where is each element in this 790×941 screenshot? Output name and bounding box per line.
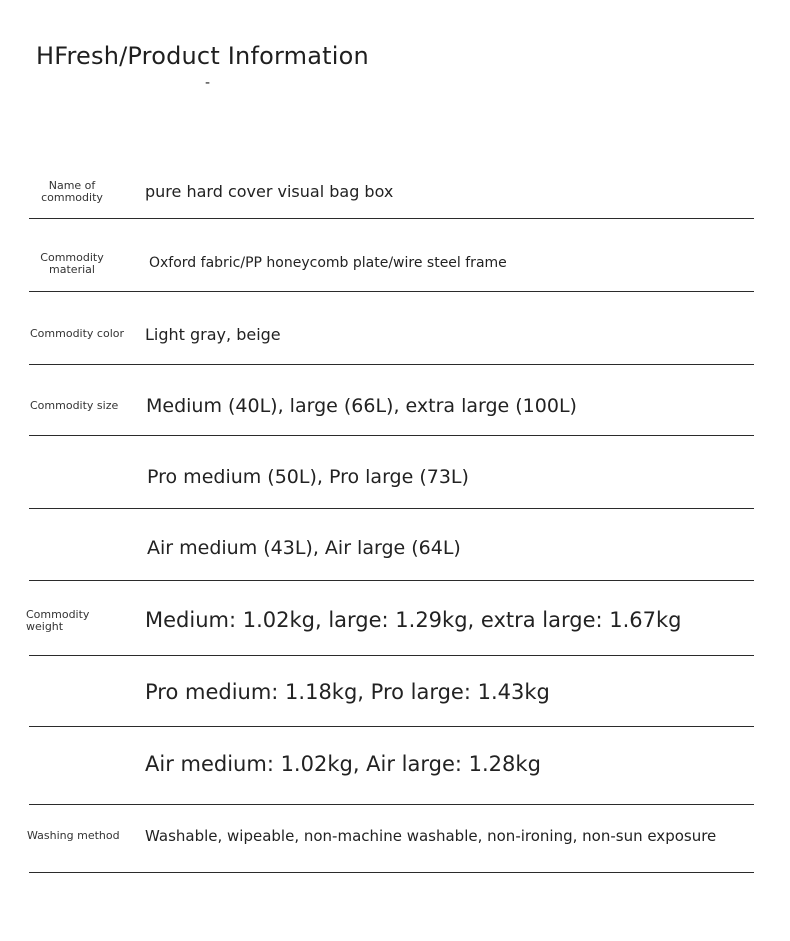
row-label-line: Commodity xyxy=(40,251,104,264)
row-value-weight: Medium: 1.02kg, large: 1.29kg, extra large: 1.67kg xyxy=(145,608,682,632)
row-label-line: Commodity xyxy=(26,608,90,621)
row-value-pro-size: Pro medium (50L), Pro large (73L) xyxy=(147,466,469,488)
row-divider xyxy=(29,726,754,727)
row-value-pro-weight: Pro medium: 1.18kg, Pro large: 1.43kg xyxy=(145,680,550,704)
row-value-size: Medium (40L), large (66L), extra large (100L) xyxy=(146,395,577,417)
row-divider xyxy=(29,508,754,509)
row-label-washing: Washing method xyxy=(27,829,120,842)
row-divider xyxy=(29,872,754,873)
row-label-material xyxy=(27,252,117,276)
row-label-line: weight xyxy=(26,620,64,633)
row-divider xyxy=(29,364,754,365)
row-label-name xyxy=(27,180,117,204)
row-divider xyxy=(29,218,754,219)
row-divider xyxy=(29,580,754,581)
page-title: HFresh/Product Information xyxy=(36,42,369,70)
row-value-washing: Washable, wipeable, non-machine washable, non-ironing, non-sun exposure xyxy=(145,827,717,845)
row-value-air-weight: Air medium: 1.02kg, Air large: 1.28kg xyxy=(145,752,541,776)
row-value-name: pure hard cover visual bag box xyxy=(145,182,394,201)
row-label-line: commodity xyxy=(41,191,103,204)
row-divider xyxy=(29,655,754,656)
row-divider xyxy=(29,804,754,805)
row-divider xyxy=(29,435,754,436)
row-label-color: Commodity color xyxy=(30,327,125,340)
title-dash: - xyxy=(205,75,211,91)
row-label-weight xyxy=(26,609,89,633)
row-label-size: Commodity size xyxy=(30,399,119,412)
row-value-color: Light gray, beige xyxy=(145,325,281,344)
row-divider xyxy=(29,291,754,292)
row-label-line: material xyxy=(49,263,95,276)
row-label-line: Name of xyxy=(48,179,96,192)
row-value-material: Oxford fabric/PP honeycomb plate/wire steel frame xyxy=(149,255,507,271)
row-value-air-size: Air medium (43L), Air large (64L) xyxy=(147,537,461,559)
